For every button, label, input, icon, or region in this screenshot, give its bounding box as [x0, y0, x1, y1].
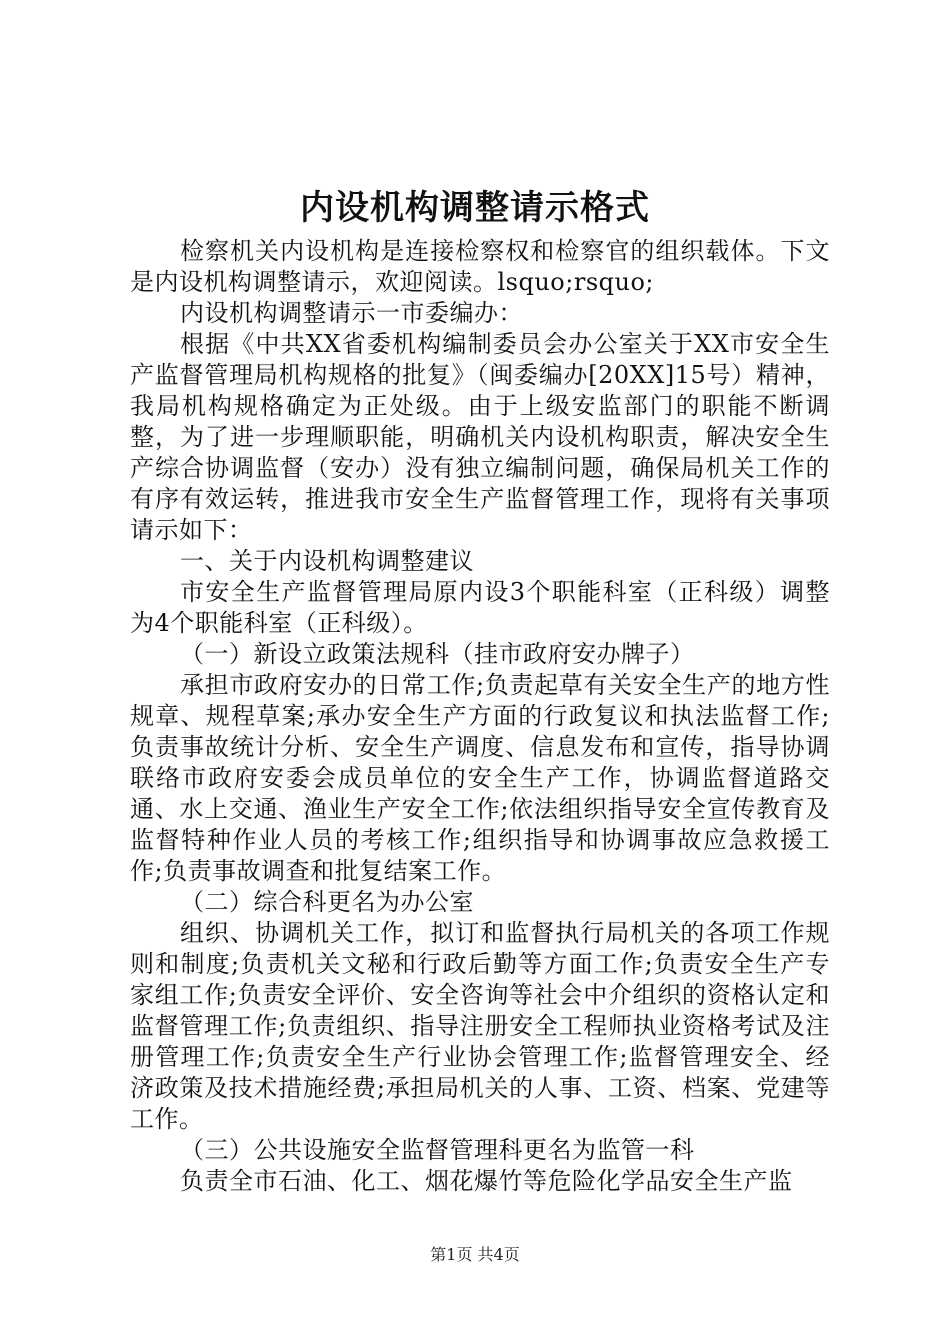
document-title: 内设机构调整请示格式	[300, 188, 650, 228]
paragraph-supervision-duties: 负责全市石油、化工、烟花爆竹等危险化学品安全生产监	[180, 1167, 793, 1195]
paragraph-intro: 检察机关内设机构是连接检察权和检察官的组织载体。下文是内设机构调整请示，欢迎阅读。lsquo;rsquo;	[130, 237, 830, 296]
page-footer: 第1页 共4页	[430, 1245, 520, 1264]
document-body	[130, 236, 830, 1197]
subsection-heading-3: （三）公共设施安全监督管理科更名为监管一科	[180, 1136, 695, 1164]
subsection-heading-2: （二）综合科更名为办公室	[180, 888, 474, 916]
subsection-heading-1: （一）新设立政策法规科（挂市政府安办牌子）	[180, 640, 695, 668]
paragraph-basis: 根据《中共XX省委机构编制委员会办公室关于XX市安全生产监督管理局机构规格的批复》（闽委编办[20XX]15号）精神，我局机构规格确定为正处级。由于上级安监部门的职能不断调整，为了进一步理顺职能，明确机关内设机构职责，解决安全生产综合协调监督（安办）没有独立编制问题，确保局机关工作的有序有效运转，推进我市安全生产监督管理工作，现将有关事项请示如下：	[130, 330, 830, 544]
paragraph-recipient: 内设机构调整请示一市委编办：	[180, 299, 523, 327]
paragraph-office-duties: 组织、协调机关工作，拟订和监督执行局机关的各项工作规则和制度;负责机关文秘和行政后勤等方面工作;负责安全生产专家组工作;负责安全评价、安全咨询等社会中介组织的资格认定和监督管理工作;负责组织、指导注册安全工程师执业资格考试及注册管理工作;负责安全生产行业协会管理工作;监督管理安全、经济政策及技术措施经费;承担局机关的人事、工资、档案、党建等工作。	[130, 919, 830, 1133]
paragraph-policy-duties: 承担市政府安办的日常工作;负责起草有关安全生产的地方性规章、规程草案;承办安全生产方面的行政复议和执法监督工作;负责事故统计分析、安全生产调度、信息发布和宣传，指导协调联络市政府安委会成员单位的安全生产工作，协调监督道路交通、水上交通、渔业生产安全工作;依法组织指导安全宣传教育及监督特种作业人员的考核工作;组织指导和协调事故应急救援工作;负责事故调查和批复结案工作。	[130, 671, 830, 885]
paragraph-adjustment: 市安全生产监督管理局原内设3个职能科室（正科级）调整为4个职能科室（正科级）。	[130, 578, 830, 637]
section-heading-1: 一、关于内设机构调整建议	[180, 547, 474, 575]
